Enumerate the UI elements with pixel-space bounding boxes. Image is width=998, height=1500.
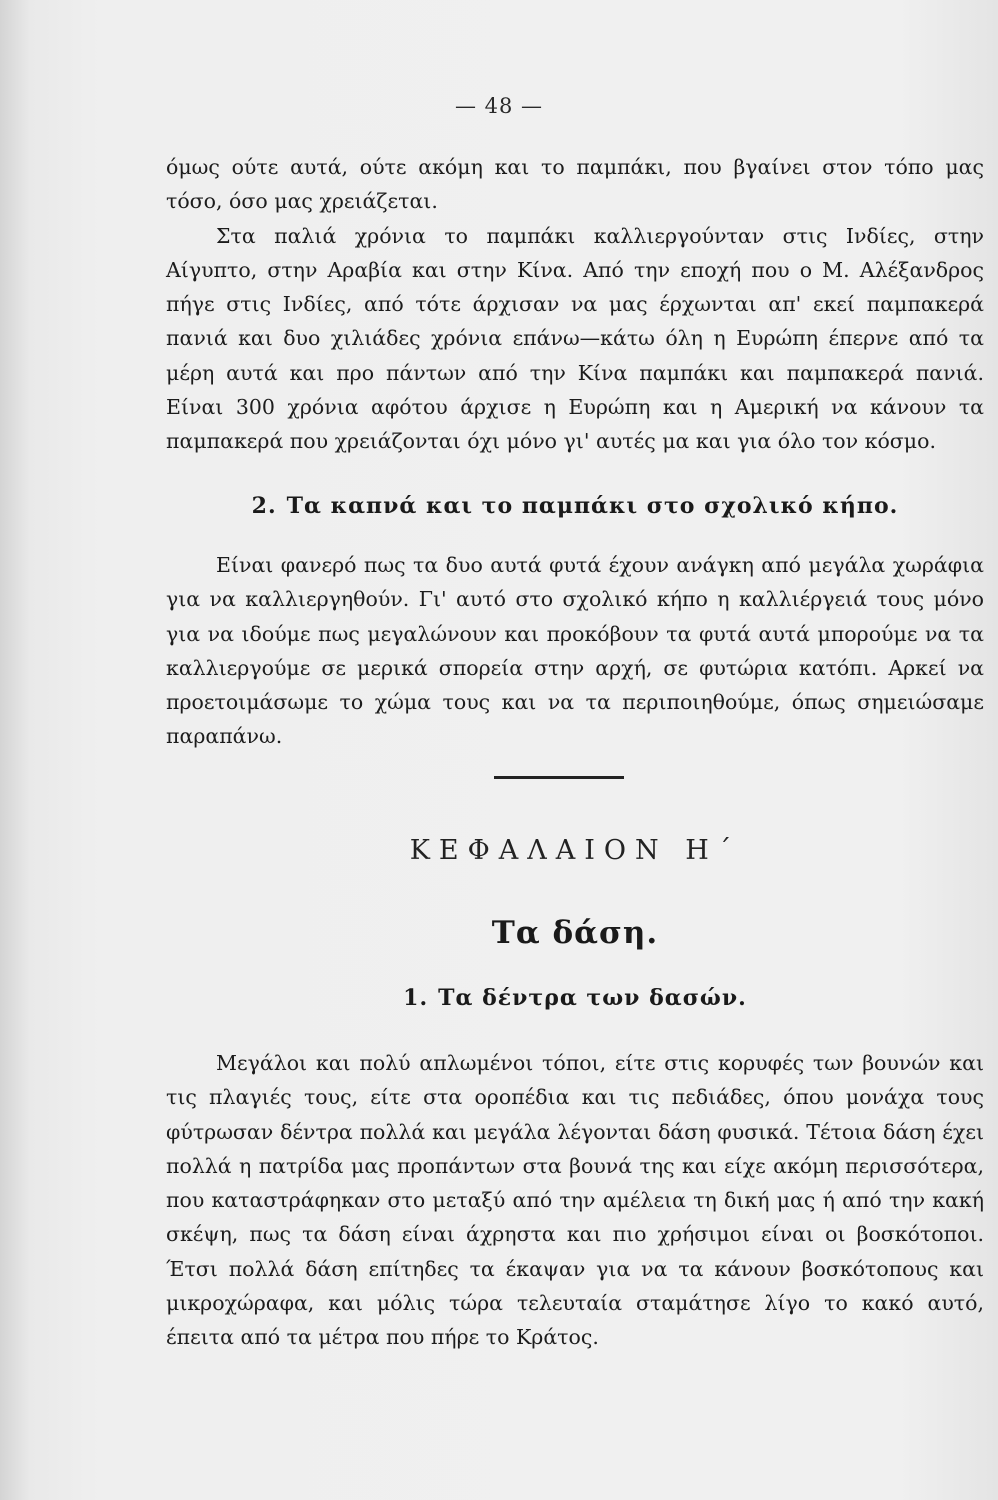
- section-2-heading: [166, 493, 984, 519]
- paragraph-cotton-history: Στα παλιά χρόνια το παμπάκι καλλιεργούνταν στις Ινδίες, στην Αίγυπτο, στην Αραβία και στην Κίνα. Από την εποχή που ο Μ. Αλέξανδρος πήγε στις Ινδίες, από τότε άρχισαν να μας έρχωνται απ' εκεί παμπακερά πανιά και δυο χιλιάδες χρόνια επάνω—κάτω όλη η Ευρώπη έπερνε από τα μέρη αυτά και προ πάντων από την Κίνα παμπάκι και παμπακερά πανιά. Είναι 300 χρόνια αφότου άρχισε η Ευρώπη και η Αμερική να κάνουν τα παμπακερά που χρειάζονται όχι μόνο γι' αυτές μα και για όλο τον κόσμο.: [166, 223, 984, 454]
- paragraph-forests: Μεγάλοι και πολύ απλωμένοι τόποι, είτε στις κορυφές των βουνών και τις πλαγιές τους, είτε στα οροπέδια και τις πεδιάδες, όπου μονάχα τους φύτρωσαν δέντρα πολλά και μεγάλα λέγονται δάση φυσικά. Τέτοια δάση έχει πολλά η πατρίδα μας προπάντων στα βουνά της και είχε ακόμη περισσότερα, που καταστράφηκαν στο μεταξύ από την αμέλεια τη δική μας ή από την κακή σκέψη, πως τα δάση είναι άχρηστα και πιο χρήσιμοι είναι οι βοσκότοποι. Έτσι πολλά δάση επίτηδες τα έκαψαν για να τα κάνουν βοσκότοπους και μικροχώραφα, και μόλις τώρα τελευταία σταμάτησε λίγο το κακό αυτό, έπειτα από τα μέτρα που πήρε το Κράτος.: [166, 1051, 984, 1350]
- section-2-title: Τα καπνά και το παμπάκι στο σχολικό κήπο.: [286, 493, 899, 519]
- section-1-text-block: [166, 1046, 984, 1355]
- paragraph-continuation: όμως ούτε αυτά, ούτε ακόμη και το παμπάκι, που βγαίνει στον τόπο μας τόσο, όσο μας χρειάζεται.: [166, 155, 984, 214]
- section-1-title: Τα δέντρα των δασών.: [438, 985, 747, 1011]
- section-1-heading: [166, 985, 984, 1011]
- paragraph-school-garden: Είναι φανερό πως τα δυο αυτά φυτά έχουν ανάγκη από μεγάλα χωράφια για να καλλιεργηθούν. Γι' αυτό στο σχολικό κήπο η καλλιέργειά τους μόνο για να ιδούμε πως μεγαλώνουν και προκόβουν τα φυτά αυτά μπορούμε να τα καλλιεργούμε σε μερικά σπορεία στην αρχή, σε φυτώρια κατόπι. Αρκεί να προετοιμάσωμε το χώμα τους και να τα περιποιηθούμε, όπως σημειώσαμε παραπάνω.: [166, 553, 984, 749]
- section-2-text-block: [166, 548, 984, 754]
- section-2-number: 2.: [251, 493, 277, 519]
- chapter-title: Τα δάση.: [491, 915, 659, 951]
- divider-rule: [494, 776, 624, 779]
- section-1-number: 1.: [403, 985, 429, 1011]
- page-number: — 48 —: [454, 94, 544, 118]
- intro-text-block: [166, 150, 984, 459]
- chapter-heading: ΚΕΦΑΛΑΙΟΝ Η΄: [409, 835, 741, 866]
